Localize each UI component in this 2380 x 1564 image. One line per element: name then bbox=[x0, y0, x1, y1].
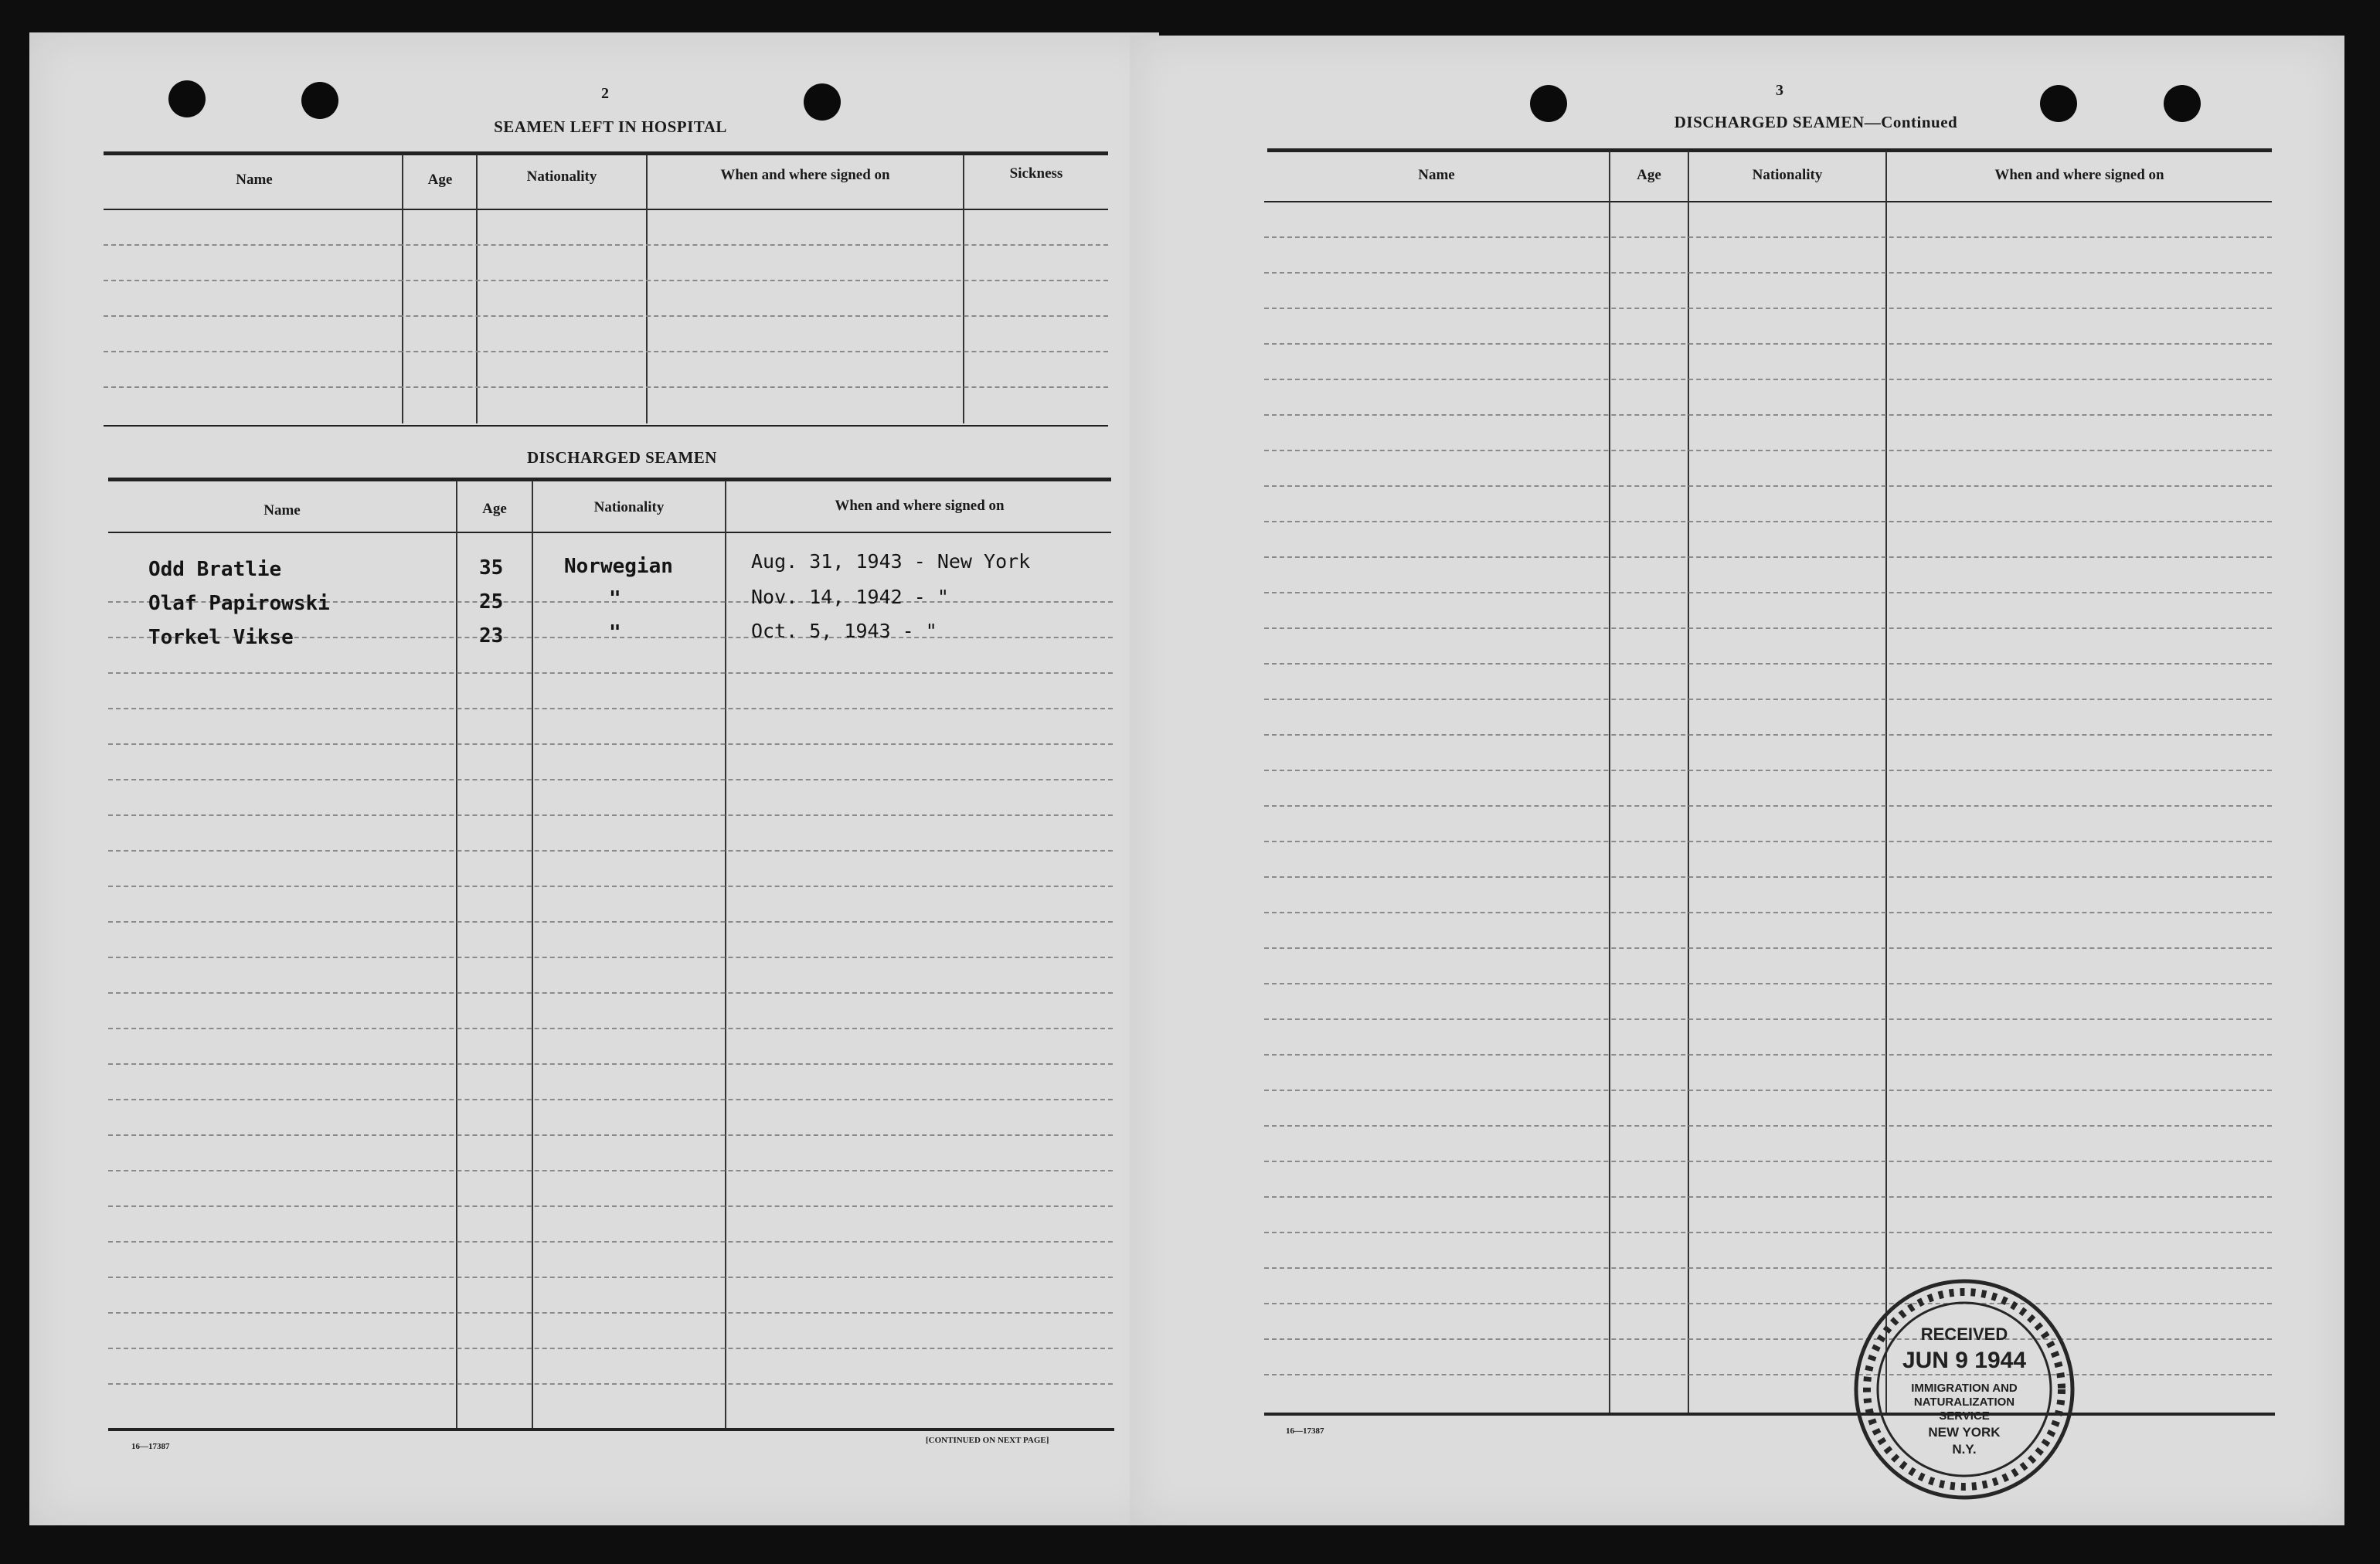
stamp-agency-line2: NATURALIZATION bbox=[1913, 1396, 2015, 1409]
right-table-top-rule bbox=[1267, 148, 2272, 152]
punch-hole bbox=[168, 80, 206, 117]
form-number-left: 16—17387 bbox=[131, 1442, 170, 1451]
hospital-col-sickness: Sickness bbox=[1009, 165, 1063, 182]
seaman-signed-on: Aug. 31, 1943 - New York bbox=[751, 550, 1031, 573]
stamp-agency-line3: SERVICE bbox=[1939, 1409, 1990, 1423]
form-number-right: 16—17387 bbox=[1286, 1426, 1324, 1436]
seaman-name: Odd Bratlie bbox=[148, 558, 282, 581]
discharged-ruled-lines-left bbox=[108, 532, 1113, 1428]
right-col-signed-on: When and where signed on bbox=[1994, 167, 2164, 183]
discharged-section-title-left: DISCHARGED SEAMEN bbox=[527, 448, 717, 467]
discharged-title-continued: —Continued bbox=[1864, 113, 1958, 131]
seaman-nationality: " bbox=[609, 587, 621, 610]
right-col-age: Age bbox=[1637, 167, 1661, 183]
seaman-signed-on: Oct. 5, 1943 - " bbox=[751, 620, 937, 642]
stamp-received: RECEIVED bbox=[1920, 1324, 2008, 1344]
discharged-col-nationality: Nationality bbox=[593, 499, 665, 515]
discharged-ruled-lines-right bbox=[1264, 201, 2272, 1413]
punch-hole bbox=[1530, 85, 1567, 122]
stamp-agency-line1: IMMIGRATION AND bbox=[1911, 1382, 2018, 1395]
hospital-ruled-lines bbox=[104, 209, 1108, 425]
punch-hole bbox=[804, 83, 841, 121]
discharged-col-age: Age bbox=[482, 501, 507, 517]
page-number-left: 2 bbox=[601, 85, 609, 102]
stamp-date: JUN 9 1944 bbox=[1902, 1348, 2027, 1373]
discharged-table-bottom-rule bbox=[108, 1428, 1114, 1431]
discharged-col-signed-on: When and where signed on bbox=[835, 498, 1005, 514]
punch-hole bbox=[301, 82, 338, 119]
right-table-bottom-rule bbox=[1264, 1413, 2275, 1416]
discharged-col-name: Name bbox=[264, 502, 301, 518]
seaman-age: 25 bbox=[479, 590, 504, 614]
seaman-age: 35 bbox=[479, 556, 504, 580]
stamp-state: N.Y. bbox=[1952, 1442, 1977, 1457]
received-stamp bbox=[1848, 1273, 2080, 1505]
seaman-nationality: Norwegian bbox=[564, 555, 673, 578]
hospital-col-nationality: Nationality bbox=[526, 168, 597, 185]
hospital-section-title: SEAMEN LEFT IN HOSPITAL bbox=[494, 117, 727, 136]
right-col-nationality: Nationality bbox=[1752, 167, 1823, 183]
hospital-col-signed-on: When and where signed on bbox=[720, 167, 890, 183]
right-col-name: Name bbox=[1418, 167, 1455, 183]
hospital-col-name: Name bbox=[236, 172, 273, 188]
page-number-right: 3 bbox=[1776, 82, 1783, 99]
seaman-nationality: " bbox=[609, 621, 621, 644]
discharged-title-main: DISCHARGED SEAMEN bbox=[1674, 113, 1865, 131]
discharged-table-top-rule bbox=[108, 478, 1111, 481]
discharged-section-title-right bbox=[1584, 113, 2048, 132]
punch-hole bbox=[2164, 85, 2201, 122]
continued-note: [CONTINUED ON NEXT PAGE] bbox=[926, 1436, 1049, 1445]
seaman-name: Torkel Vikse bbox=[148, 626, 294, 649]
seaman-signed-on: Nov. 14, 1942 - " bbox=[751, 586, 949, 608]
hospital-table-bottom-rule bbox=[104, 425, 1108, 427]
seaman-name: Olaf Papirowski bbox=[148, 592, 330, 615]
hospital-col-age: Age bbox=[427, 172, 453, 188]
seaman-age: 23 bbox=[479, 624, 504, 648]
stamp-city: NEW YORK bbox=[1928, 1425, 2001, 1440]
hospital-table-top-rule bbox=[104, 151, 1108, 155]
